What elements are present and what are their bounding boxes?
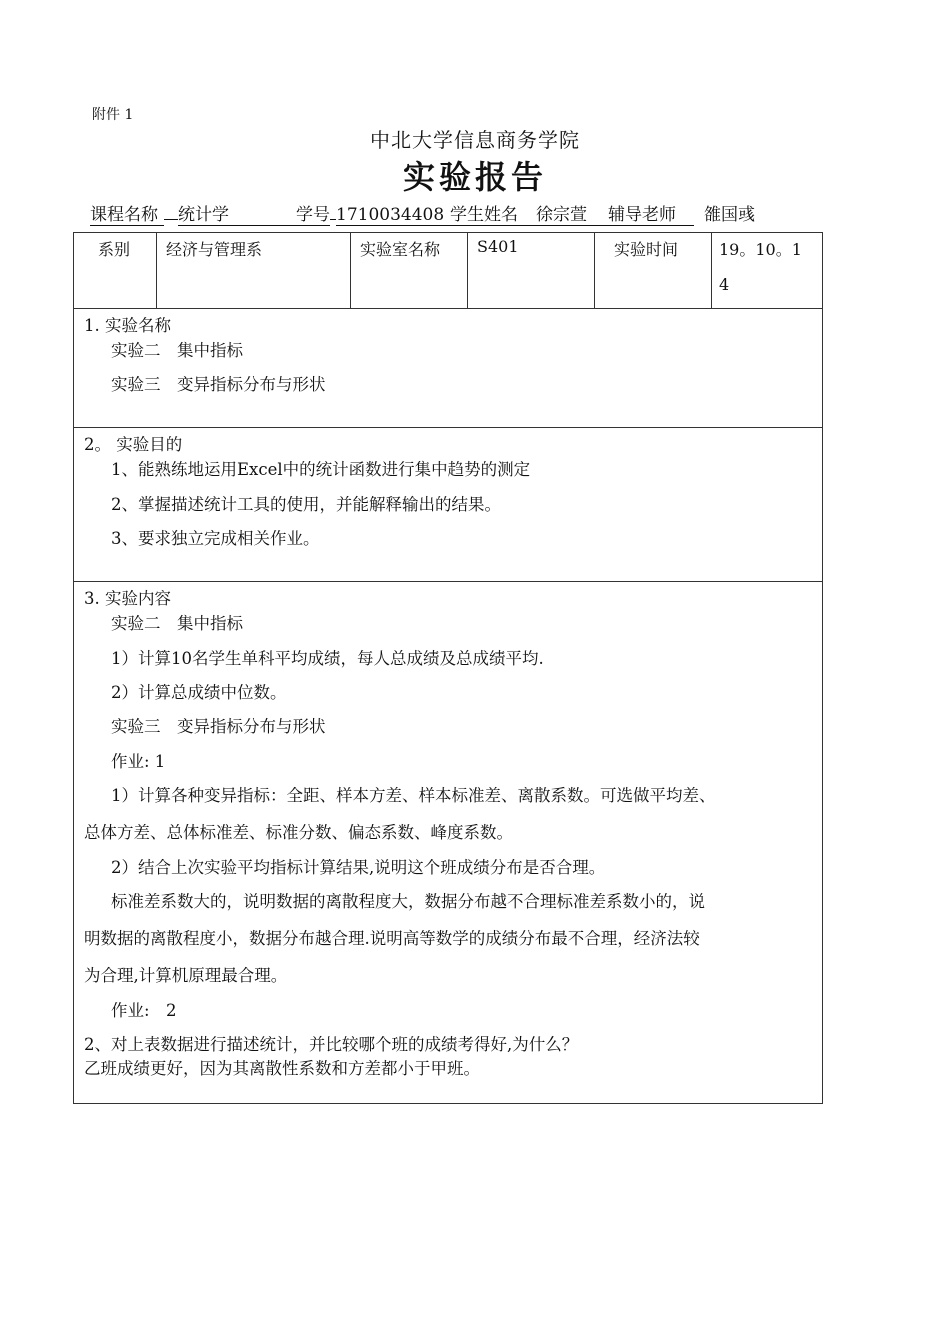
section2-heading: 2。 实验目的 (84, 435, 183, 454)
section3-line: 2）计算总成绩中位数。 (111, 683, 287, 702)
section3-line: 2、对上表数据进行描述统计，并比较哪个班的成绩考得好,为什么？ (84, 1035, 579, 1054)
divider (711, 233, 712, 308)
student-info-line (90, 200, 755, 226)
section3-heading: 3. 实验内容 (84, 589, 171, 608)
time-label: 实验时间 (614, 240, 679, 259)
section1-line: 实验三 变异指标分布与形状 (111, 375, 326, 394)
section2-line: 3、要求独立完成相关作业。 (111, 529, 320, 548)
time-value-line1: 19。10。1 (719, 240, 802, 259)
section1-line: 实验二 集中指标 (111, 341, 243, 360)
course-value: 统计学 (178, 200, 296, 226)
student-no-value: 1710034408 (336, 205, 450, 226)
section3-line: 总体方差、总体标准差、标准分数、偏态系数、峰度系数。 (84, 823, 513, 842)
course-label: 课程名称 (90, 200, 164, 226)
student-no-label: 学号 (296, 200, 330, 226)
dept-value: 经济与管理系 (166, 240, 263, 259)
section3-line: 为合理,计算机原理最合理。 (84, 966, 288, 985)
section3-line: 1）计算10名学生单科平均成绩，每人总成绩及总成绩平均. (111, 649, 544, 668)
school-name: 中北大学信息商务学院 (370, 128, 580, 152)
divider (594, 233, 595, 308)
attachment-label: 附件 1 (92, 107, 134, 123)
section2-line: 2、掌握描述统计工具的使用，并能解释输出的结果。 (111, 495, 501, 514)
section3-line: 作业: 2 (111, 1001, 177, 1020)
student-name-label: 学生姓名 (450, 200, 536, 226)
lab-label: 实验室名称 (360, 240, 441, 259)
page-title: 实验报告 (402, 158, 547, 196)
section3-line: 实验三 变异指标分布与形状 (111, 717, 326, 736)
report-table (73, 232, 823, 1104)
advisor-value: 雒国彧 (704, 205, 755, 225)
dept-label: 系别 (98, 240, 131, 259)
divider (74, 581, 822, 582)
section3-line: 乙班成绩更好，因为其离散性系数和方差都小于甲班。 (84, 1059, 480, 1078)
divider (74, 308, 822, 309)
lab-value: S401 (477, 237, 519, 256)
section3-line: 标准差系数大的，说明数据的离散程度大，数据分布越不合理标准差系数小的，说 (111, 892, 705, 911)
student-name-value: 徐宗萱 (536, 200, 608, 226)
divider (350, 233, 351, 308)
section2-line: 1、能熟练地运用Excel中的统计函数进行集中趋势的测定 (111, 460, 531, 479)
time-value-line2: 4 (719, 275, 730, 294)
section3-line: 明数据的离散程度小，数据分布越合理.说明高等数学的成绩分布最不合理，经济法较 (84, 929, 700, 948)
divider (74, 427, 822, 428)
section3-line: 作业: 1 (111, 752, 166, 771)
advisor-label: 辅导老师 (608, 200, 694, 226)
section3-line: 2）结合上次实验平均指标计算结果,说明这个班成绩分布是否合理。 (111, 858, 606, 877)
divider (156, 233, 157, 308)
section1-heading: 1. 实验名称 (84, 316, 171, 335)
section3-line: 1）计算各种变异指标：全距、样本方差、样本标准差、离散系数。可选做平均差、 (111, 786, 716, 805)
section3-line: 实验二 集中指标 (111, 614, 243, 633)
divider (467, 233, 468, 308)
